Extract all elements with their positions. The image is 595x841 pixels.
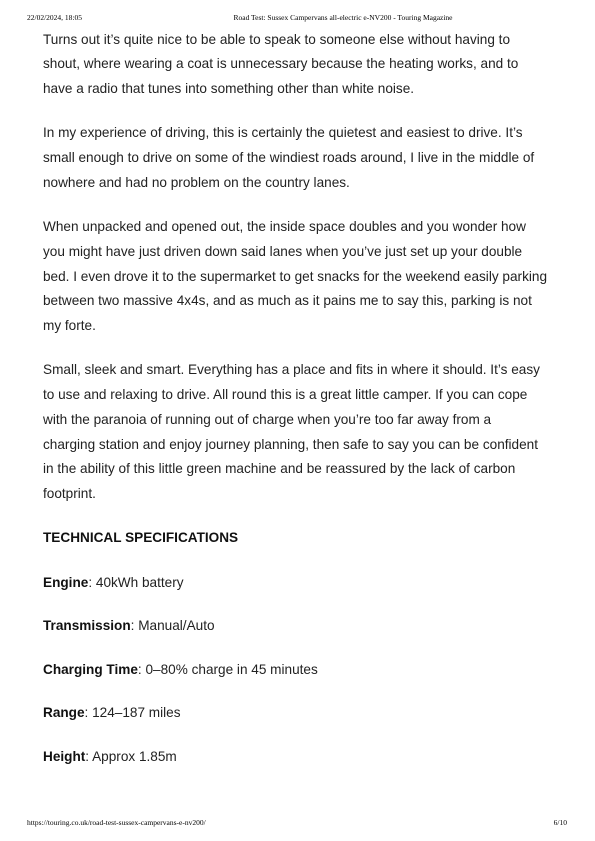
spec-charging-time [43,658,573,683]
paragraph-line: small enough to drive on some of the windiest roads around, I live in the middle of [43,150,535,166]
print-datetime: 22/02/2024, 18:05 [27,13,83,22]
spec-separator: : [130,618,139,634]
paragraph [43,215,573,339]
spec-label: Charging Time [43,661,138,677]
spec-value: Approx 1.85m [92,748,177,764]
spec-label: Engine [43,574,89,590]
spec-value: 124–187 miles [92,705,181,721]
paragraph-line: my forte. [43,318,96,334]
spec-engine [43,571,573,596]
spec-label: Transmission [43,618,131,634]
paragraph-line: with the paranoia of running out of charge when you’re too far away from a [43,411,492,427]
print-page-title: Road Test: Sussex Campervans all-electric e-NV200 - Touring Magazine [233,13,453,22]
spec-range [43,701,573,726]
paragraph-line: you might have just driven down said lanes when you’ve just set up your double [43,243,523,259]
print-page-number: 6/10 [553,818,567,827]
paragraph-line: in the ability of this little green machine and be reassured by the lack of carbon [43,461,516,477]
paragraph-line: bed. I even drove it to the supermarket to get snacks for the weekend easily parking [43,268,548,284]
spec-separator: : [84,705,93,721]
spec-value: 0–80% charge in 45 minutes [145,661,318,677]
paragraph-line: between two massive 4x4s, and as much as it pains me to say this, parking is not [43,293,532,309]
paragraph [43,358,573,507]
paragraph [43,121,573,195]
spec-label: Range [43,705,85,721]
paragraph [43,28,573,102]
spec-heading: TECHNICAL SPECIFICATIONS [43,530,239,546]
paragraph-line: When unpacked and opened out, the inside space doubles and you wonder how [43,219,526,235]
spec-separator: : [85,748,93,764]
paragraph-line: In my experience of driving, this is certainly the quietest and easiest to drive. It’s [43,125,523,141]
spec-height [43,745,573,770]
paragraph-line: charging station and enjoy journey planning, then safe to say you can be confident [43,436,539,452]
paragraph-line: nowhere and had no problem on the country lanes. [43,174,350,190]
spec-label: Height [43,748,86,764]
spec-value: Manual/Auto [138,618,215,634]
spec-separator: : [88,574,96,590]
paragraph-line: footprint. [43,486,96,502]
spec-transmission [43,614,573,639]
spec-separator: : [137,661,146,677]
spec-value: 40kWh battery [95,574,184,590]
paragraph-line: shout, where wearing a coat is unnecessary because the heating works, and to [43,56,519,72]
paragraph-line: to use and relaxing to drive. All round this is a great little camper. If you can cope [43,387,528,403]
paragraph-line: have a radio that tunes into something other than white noise. [43,81,415,97]
paragraph-line: Turns out it’s quite nice to be able to speak to someone else without having to [43,31,511,47]
paragraph-line: Small, sleek and smart. Everything has a place and fits in where it should. It’s easy [43,362,540,378]
article-body [43,28,573,789]
print-source-url: https://touring.co.uk/road-test-sussex-campervans-e-nv200/ [27,818,206,827]
